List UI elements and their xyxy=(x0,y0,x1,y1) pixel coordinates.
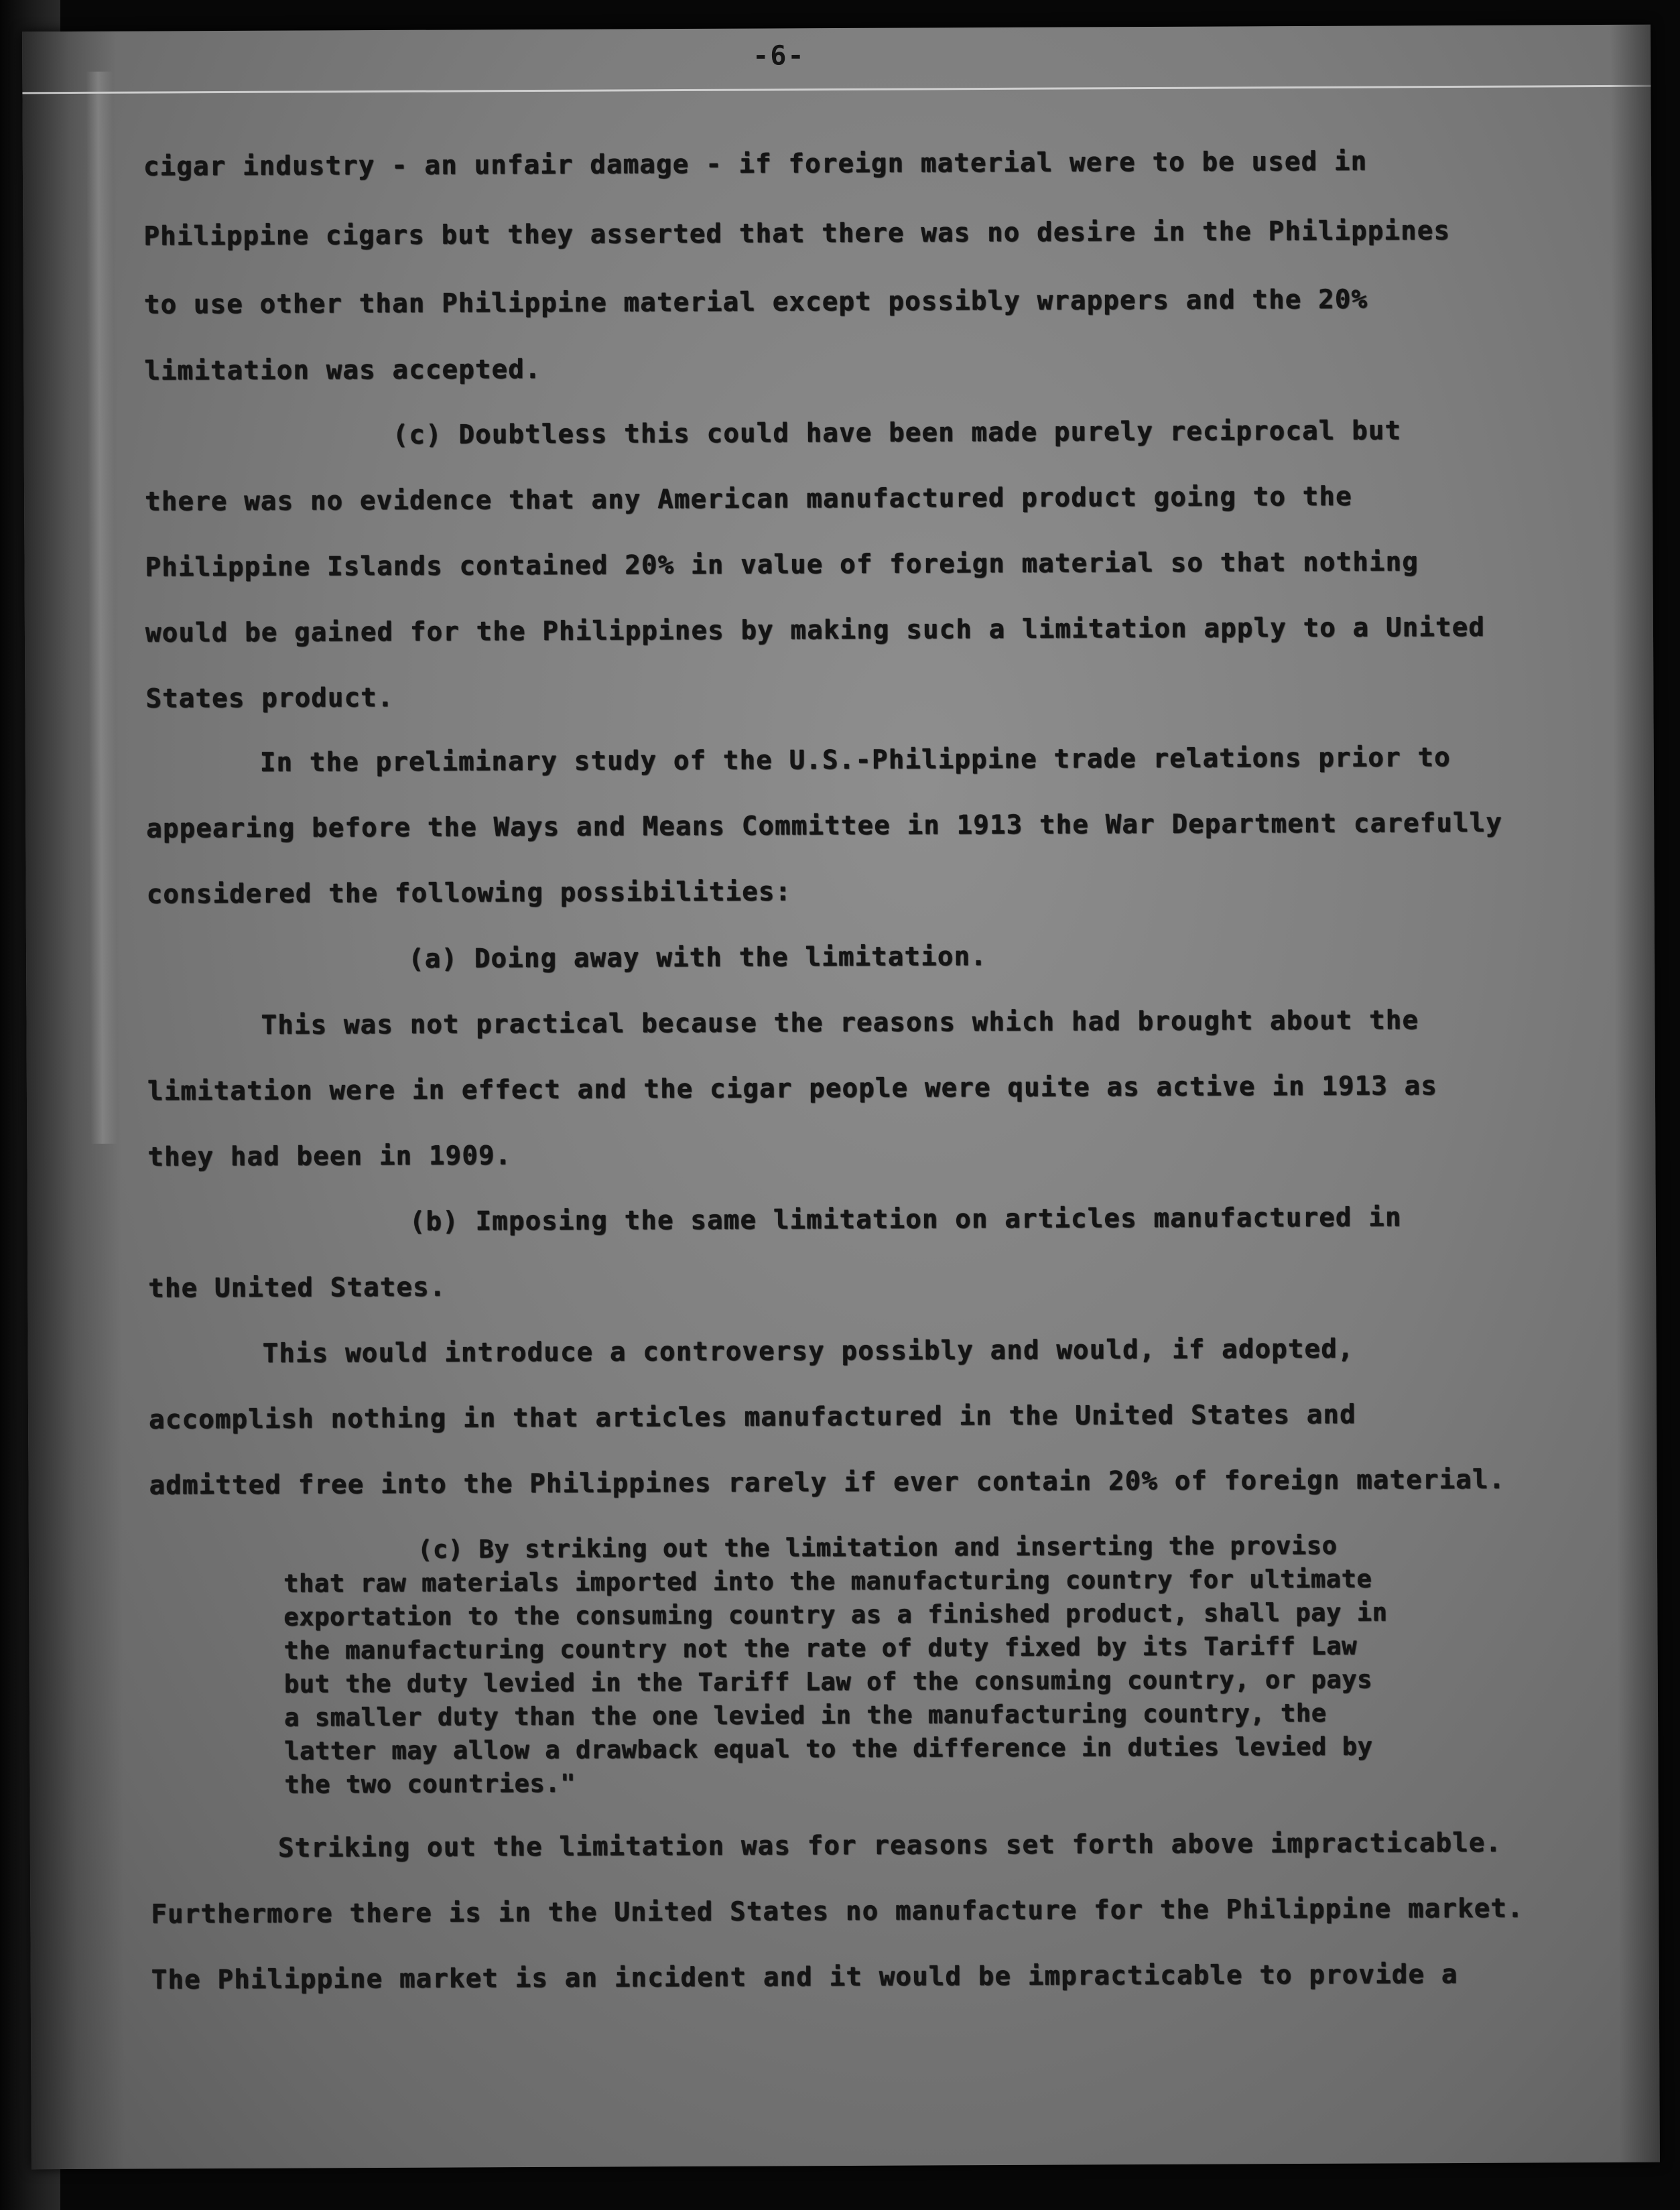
text-line: This would introduce a controversy possibly and would, if adopted, xyxy=(262,1334,1354,1369)
text-line: States product. xyxy=(145,682,394,714)
quote-line: but the duty levied in the Tariff Law of the consuming country, or pays xyxy=(283,1665,1373,1699)
text-line: considered the following possibilities: xyxy=(146,876,792,910)
text-line: Furthermore there is in the United States no manufacture for the Philippine market. xyxy=(151,1893,1524,1930)
document-page xyxy=(22,25,1660,2170)
quote-line: latter may allow a drawback equal to the difference in duties levied by xyxy=(284,1732,1373,1766)
text-line: appearing before the Ways and Means Committee in 1913 the War Department carefully xyxy=(146,807,1503,844)
quote-line: the manufacturing country not the rate of duty fixed by its Tariff Law xyxy=(283,1631,1357,1665)
quote-line: (c) By striking out the limitation and inserting the proviso xyxy=(417,1531,1338,1564)
text-line: Philippine Islands contained 20% in value of foreign material so that nothing xyxy=(145,547,1419,583)
body-text xyxy=(143,145,1584,1996)
text-line: cigar industry - an unfair damage - if foreign material were to be used in xyxy=(143,146,1368,182)
text-line: would be gained for the Philippines by making such a limitation apply to a United xyxy=(145,612,1486,649)
page-number: -6- xyxy=(753,40,805,72)
text-line: admitted free into the Philippines rarely if ever contain 20% of foreign material. xyxy=(149,1464,1506,1501)
fold-line xyxy=(22,85,1651,94)
text-line: (a) Doing away with the limitation. xyxy=(407,941,987,974)
text-line: Philippine cigars but they asserted that there was no desire in the Philippines xyxy=(143,216,1451,252)
text-line: limitation were in effect and the cigar people were quite as active in 1913 as xyxy=(147,1071,1438,1107)
text-line: there was no evidence that any American manufactured product going to the xyxy=(145,481,1352,517)
text-line: (b) Imposing the same limitation on articles manufactured in xyxy=(409,1202,1402,1237)
text-line: to use other than Philippine material except possibly wrappers and the 20% xyxy=(143,284,1368,320)
text-line: accomplish nothing in that articles manufactured in the United States and xyxy=(148,1399,1356,1435)
quote-line: that raw materials imported into the manufacturing country for ultimate xyxy=(283,1564,1372,1598)
text-line: Striking out the limitation was for reasons set forth above impracticable. xyxy=(277,1827,1502,1864)
text-line: (c) Doubtless this could have been made purely reciprocal but xyxy=(392,415,1402,450)
page-crease xyxy=(86,72,117,1144)
quote-line: exportation to the consuming country as a finished product, shall pay in xyxy=(283,1598,1388,1632)
text-line: The Philippine market is an incident and it would be impracticable to provide a xyxy=(151,1959,1458,1996)
text-line: This was not practical because the reasons which had brought about the xyxy=(261,1005,1419,1041)
text-line: they had been in 1909. xyxy=(147,1141,512,1173)
quote-line: a smaller duty than the one levied in the manufacturing country, the xyxy=(283,1698,1327,1732)
quote-line: the two countries." xyxy=(284,1768,576,1799)
text-line: limitation was accepted. xyxy=(144,354,541,387)
text-line: the United States. xyxy=(148,1272,446,1304)
text-line: In the preliminary study of the U.S.-Philippine trade relations prior to xyxy=(259,742,1451,778)
